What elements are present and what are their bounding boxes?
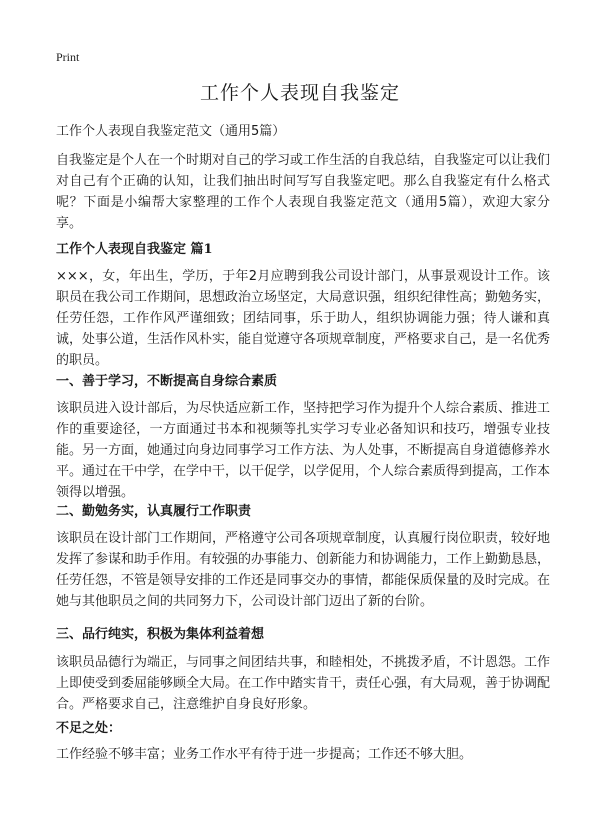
shortcoming-paragraph: 工作经验不够丰富；业务工作水平有待于进一步提高；工作还不够大胆。 xyxy=(56,747,473,762)
point3-heading: 三、品行纯实，积极为集体利益着想 xyxy=(56,627,265,642)
point3-paragraph: 该职员品德行为端正，与同事之间团结共事，和睦相处，不挑拨矛盾，不计恩怨。工作上即使受到委屈能够顾全大局。在工作中踏实肯干，责任心强，有大局观，善于协调配合。严格要求自己，注意维护自身良好形象。 xyxy=(56,655,551,712)
intro-paragraph: 自我鉴定是个人在一个时期对自己的学习或工作生活的自我总结，自我鉴定可以让我们对自己有个正确的认知，让我们抽出时间写写自我鉴定吧。那么自我鉴定有什么格式呢？下面是小编帮大家整理的工作个人表现自我鉴定范文（通用5篇），欢迎大家分享。 xyxy=(56,153,551,231)
section-heading: 工作个人表现自我鉴定 篇1 xyxy=(56,242,213,257)
document-subtitle: 工作个人表现自我鉴定范文（通用5篇） xyxy=(56,124,286,139)
page-title: 工作个人表现自我鉴定 xyxy=(199,82,400,104)
print-link[interactable]: Print xyxy=(56,50,80,64)
shortcoming-heading: 不足之处： xyxy=(56,721,122,736)
point2-paragraph: 该职员在设计部门工作期间，严格遵守公司各项规章制度，认真履行岗位职责，较好地发挥了参谋和助手作用。有较强的办事能力、创新能力和协调能力，工作上勤勤恳恳，任劳任怨，不管是领导安排的工作还是同事交办的事情，都能保质保量的及时完成。在她与其他职员之间的共同努力下，公司设计部门迈出了新的台阶。 xyxy=(56,531,551,609)
point1-paragraph: 该职员进入设计部后，为尽快适应新工作，坚持把学习作为提升个人综合素质、推进工作的重要途径，一方面通过书本和视频等扎实学习专业必备知识和技巧，增强专业技能。另一方面，她通过向身边同事学习工作方法、为人处事，不断提高自身道德修养水平。通过在干中学，在学中干，以干促学，以学促用，个人综合素质得到提高，工作本领得以增强。 xyxy=(56,401,551,500)
section-paragraph: ×××，女，年出生，学历，于年2月应聘到我公司设计部门，从事景观设计工作。该职员在我公司工作期间，思想政治立场坚定，大局意识强，组织纪律性高；勤勉务实，任劳任怨，工作作风严谨细致；团结同事，乐于助人，组织协调能力强；待人谦和真诚，处事公道，生活作风朴实，能自觉遵守各项规章制度，严格要求自己，是一名优秀的职员。 xyxy=(56,269,551,368)
point1-heading: 一、善于学习，不断提高自身综合素质 xyxy=(56,374,278,389)
point2-heading: 二、勤勉务实，认真履行工作职责 xyxy=(56,504,252,519)
